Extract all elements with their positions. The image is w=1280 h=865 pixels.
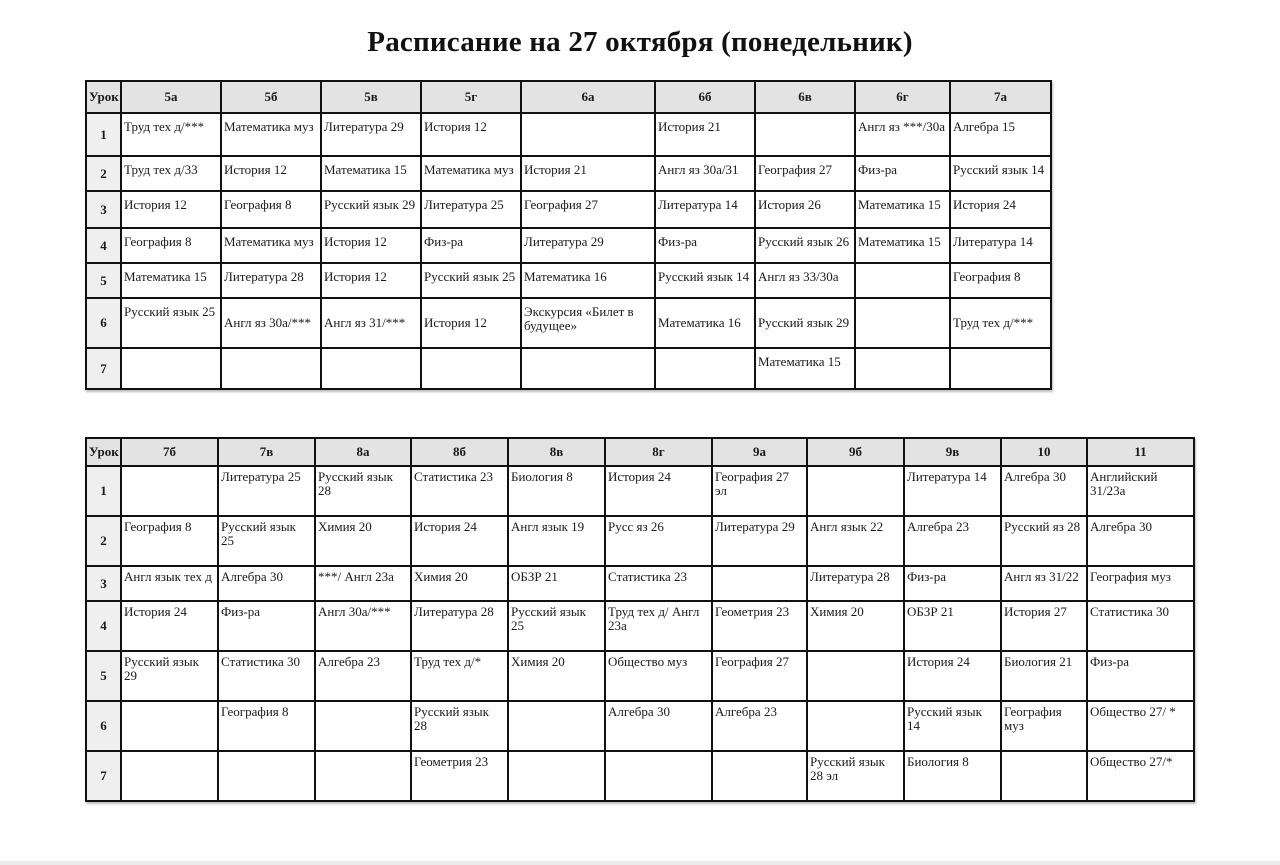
schedule-cell: География муз (1001, 701, 1087, 751)
lesson-number: 2 (86, 156, 121, 191)
table-row (86, 566, 1194, 601)
lesson-number: 2 (86, 516, 121, 566)
schedule-cell: Алгебра 30 (1001, 466, 1087, 516)
lesson-number: 3 (86, 191, 121, 228)
schedule-cell: Физ-ра (904, 566, 1001, 601)
class-header: 9б (807, 438, 904, 466)
schedule-cell: Химия 20 (411, 566, 508, 601)
schedule-cell: История 27 (1001, 601, 1087, 651)
schedule-cell: Математика муз (421, 156, 521, 191)
schedule-cell: Англ язык тех д (121, 566, 218, 601)
schedule-cell: Литература 29 (321, 113, 421, 156)
header-row (86, 438, 1194, 466)
class-header: 7б (121, 438, 218, 466)
schedule-cell: История 12 (121, 191, 221, 228)
class-header: 6в (755, 81, 855, 113)
schedule-cell: Математика муз (221, 228, 321, 263)
page-bottom-edge (0, 861, 1280, 865)
schedule-cell: Химия 20 (315, 516, 411, 566)
schedule-cell (712, 566, 807, 601)
class-header: 5в (321, 81, 421, 113)
schedule-cell: Математика 15 (855, 191, 950, 228)
schedule-cell (508, 701, 605, 751)
schedule-cell: Русс яз 26 (605, 516, 712, 566)
schedule-cell: Труд тех д/*** (121, 113, 221, 156)
schedule-cell: Физ-ра (655, 228, 755, 263)
schedule-cell (521, 348, 655, 389)
schedule-cell (855, 263, 950, 298)
lesson-number: 5 (86, 651, 121, 701)
schedule-cell: Биология 8 (904, 751, 1001, 801)
schedule-cell: Англ яз ***/30а (855, 113, 950, 156)
schedule-cell: Труд тех д/33 (121, 156, 221, 191)
schedule-cell: Математика 15 (755, 348, 855, 389)
table-row (86, 516, 1194, 566)
lesson-number: 1 (86, 466, 121, 516)
lesson-number: 1 (86, 113, 121, 156)
schedule-cell: Труд тех д/*** (950, 298, 1051, 348)
schedule-cell: История 12 (421, 298, 521, 348)
schedule-cell: География 8 (218, 701, 315, 751)
schedule-cell (121, 701, 218, 751)
schedule-cell: Русский язык 25 (218, 516, 315, 566)
table-row (86, 701, 1194, 751)
schedule-cell: История 12 (221, 156, 321, 191)
schedule-cell (521, 113, 655, 156)
schedule-table-1 (85, 80, 1052, 390)
schedule-cell: История 12 (321, 263, 421, 298)
schedule-cell: Алгебра 30 (1087, 516, 1194, 566)
schedule-cell: География 27 (521, 191, 655, 228)
schedule-cell: История 21 (521, 156, 655, 191)
schedule-cell: Алгебра 23 (904, 516, 1001, 566)
schedule-cell: Литература 25 (218, 466, 315, 516)
schedule-cell: Математика 15 (121, 263, 221, 298)
schedule-cell: Англ яз 30а/*** (221, 298, 321, 348)
schedule-cell: Алгебра 23 (712, 701, 807, 751)
schedule-cell: История 24 (411, 516, 508, 566)
lesson-number: 5 (86, 263, 121, 298)
schedule-cell: Статистика 30 (218, 651, 315, 701)
schedule-cell (950, 348, 1051, 389)
schedule-cell: Англ 30а/*** (315, 601, 411, 651)
lesson-number: 6 (86, 701, 121, 751)
schedule-cell: Химия 20 (508, 651, 605, 701)
lesson-number: 4 (86, 601, 121, 651)
table-row (86, 751, 1194, 801)
schedule-cell: Алгебра 30 (605, 701, 712, 751)
schedule-cell: Англ яз 33/30а (755, 263, 855, 298)
table-row (86, 651, 1194, 701)
schedule-cell: География 8 (221, 191, 321, 228)
schedule-cell (121, 348, 221, 389)
schedule-cell: Литература 14 (655, 191, 755, 228)
schedule-cell: География муз (1087, 566, 1194, 601)
schedule-cell (221, 348, 321, 389)
schedule-cell: Англ яз 31/22 (1001, 566, 1087, 601)
schedule-cell: Русский язык 28 эл (807, 751, 904, 801)
class-header: 6б (655, 81, 755, 113)
schedule-cell: Русский яз 28 (1001, 516, 1087, 566)
table-row (86, 466, 1194, 516)
schedule-cell: География 8 (121, 228, 221, 263)
schedule-cell: География 27 эл (712, 466, 807, 516)
schedule-cell: Статистика 30 (1087, 601, 1194, 651)
schedule-cell: География 27 (755, 156, 855, 191)
schedule-cell: География 27 (712, 651, 807, 701)
schedule-cell: История 24 (950, 191, 1051, 228)
schedule-cell: Англ язык 22 (807, 516, 904, 566)
class-header: 8в (508, 438, 605, 466)
schedule-cell: Химия 20 (807, 601, 904, 651)
schedule-cell: География 8 (950, 263, 1051, 298)
class-header: 6г (855, 81, 950, 113)
schedule-cell: Математика 16 (655, 298, 755, 348)
schedule-cell: Литература 28 (411, 601, 508, 651)
schedule-cell: Общество муз (605, 651, 712, 701)
lesson-column-header: Урок (86, 438, 121, 466)
schedule-table-2 (85, 437, 1195, 802)
schedule-cell: История 12 (321, 228, 421, 263)
class-header: 10 (1001, 438, 1087, 466)
schedule-cell: Литература 25 (421, 191, 521, 228)
schedule-cell: История 24 (121, 601, 218, 651)
table-row (86, 191, 1051, 228)
lesson-number: 4 (86, 228, 121, 263)
schedule-cell: Русский язык 25 (121, 298, 221, 348)
lesson-number: 7 (86, 751, 121, 801)
schedule-cell: Русский язык 14 (655, 263, 755, 298)
schedule-cell: Математика 16 (521, 263, 655, 298)
schedule-cell: Русский язык 29 (321, 191, 421, 228)
class-header: 7в (218, 438, 315, 466)
table-row (86, 348, 1051, 389)
schedule-cell (508, 751, 605, 801)
schedule-cell (315, 751, 411, 801)
class-header: 8б (411, 438, 508, 466)
schedule-cell: История 26 (755, 191, 855, 228)
schedule-cell: Русский язык 28 (411, 701, 508, 751)
schedule-cell: Русский язык 26 (755, 228, 855, 263)
lesson-number: 7 (86, 348, 121, 389)
schedule-cell (807, 651, 904, 701)
header-row (86, 81, 1051, 113)
class-header: 11 (1087, 438, 1194, 466)
schedule-cell (1001, 751, 1087, 801)
schedule-cell: Алгебра 15 (950, 113, 1051, 156)
schedule-cell (855, 298, 950, 348)
class-header: 8г (605, 438, 712, 466)
schedule-cell: Англ яз 30а/31 (655, 156, 755, 191)
page-title: Расписание на 27 октября (понедельник) (367, 26, 913, 58)
class-header: 9в (904, 438, 1001, 466)
class-header: 7а (950, 81, 1051, 113)
schedule-cell: Биология 8 (508, 466, 605, 516)
schedule-cell: Геометрия 23 (712, 601, 807, 651)
schedule-cell: Физ-ра (218, 601, 315, 651)
lesson-number: 6 (86, 298, 121, 348)
schedule-cell (218, 751, 315, 801)
schedule-cell: Биология 21 (1001, 651, 1087, 701)
class-header: 9а (712, 438, 807, 466)
class-header: 5а (121, 81, 221, 113)
schedule-cell (807, 701, 904, 751)
schedule-cell (315, 701, 411, 751)
schedule-cell: ***/ Англ 23а (315, 566, 411, 601)
schedule-cell: География 8 (121, 516, 218, 566)
schedule-cell: Математика муз (221, 113, 321, 156)
class-header: 6а (521, 81, 655, 113)
schedule-cell (121, 466, 218, 516)
schedule-cell: Русский язык 25 (508, 601, 605, 651)
schedule-cell: Статистика 23 (605, 566, 712, 601)
table-row (86, 228, 1051, 263)
schedule-cell: Русский язык 14 (950, 156, 1051, 191)
schedule-cell: Литература 29 (712, 516, 807, 566)
schedule-cell (712, 751, 807, 801)
table-row (86, 113, 1051, 156)
class-header: 5г (421, 81, 521, 113)
schedule-cell: Статистика 23 (411, 466, 508, 516)
schedule-cell: Алгебра 30 (218, 566, 315, 601)
schedule-cell: Экскурсия «Билет в будущее» (521, 298, 655, 348)
table-row (86, 298, 1051, 348)
schedule-cell: Общество 27/ * (1087, 701, 1194, 751)
schedule-cell: ОБЗР 21 (508, 566, 605, 601)
schedule-cell: Физ-ра (855, 156, 950, 191)
schedule-cell: Англ язык 19 (508, 516, 605, 566)
schedule-cell: Математика 15 (321, 156, 421, 191)
schedule-cell (655, 348, 755, 389)
schedule-cell (121, 751, 218, 801)
schedule-cell: Общество 27/* (1087, 751, 1194, 801)
schedule-cell: История 12 (421, 113, 521, 156)
schedule-cell: Русский язык 25 (421, 263, 521, 298)
schedule-cell: Русский язык 29 (121, 651, 218, 701)
schedule-cell: Литература 28 (221, 263, 321, 298)
class-header: 5б (221, 81, 321, 113)
schedule-cell: Литература 28 (807, 566, 904, 601)
schedule-cell: Англ яз 31/*** (321, 298, 421, 348)
schedule-cell (605, 751, 712, 801)
schedule-cell: Труд тех д/* (411, 651, 508, 701)
class-header: 8а (315, 438, 411, 466)
schedule-cell: Русский язык 29 (755, 298, 855, 348)
table-row (86, 156, 1051, 191)
schedule-cell: Литература 14 (950, 228, 1051, 263)
schedule-cell: Физ-ра (421, 228, 521, 263)
schedule-cell: Труд тех д/ Англ 23а (605, 601, 712, 651)
schedule-cell: Русский язык 28 (315, 466, 411, 516)
schedule-cell: Русский язык 14 (904, 701, 1001, 751)
schedule-cell (807, 466, 904, 516)
schedule-cell: История 24 (904, 651, 1001, 701)
schedule-cell: Литература 14 (904, 466, 1001, 516)
schedule-cell: Алгебра 23 (315, 651, 411, 701)
schedule-cell (421, 348, 521, 389)
schedule-cell (321, 348, 421, 389)
schedule-cell (855, 348, 950, 389)
lesson-number: 3 (86, 566, 121, 601)
schedule-cell: История 24 (605, 466, 712, 516)
schedule-cell: Физ-ра (1087, 651, 1194, 701)
schedule-cell (755, 113, 855, 156)
schedule-cell: ОБЗР 21 (904, 601, 1001, 651)
schedule-cell: Английский 31/23а (1087, 466, 1194, 516)
lesson-column-header: Урок (86, 81, 121, 113)
table-row (86, 601, 1194, 651)
schedule-cell: Математика 15 (855, 228, 950, 263)
schedule-cell: История 21 (655, 113, 755, 156)
schedule-cell: Литература 29 (521, 228, 655, 263)
schedule-cell: Геометрия 23 (411, 751, 508, 801)
table-row (86, 263, 1051, 298)
